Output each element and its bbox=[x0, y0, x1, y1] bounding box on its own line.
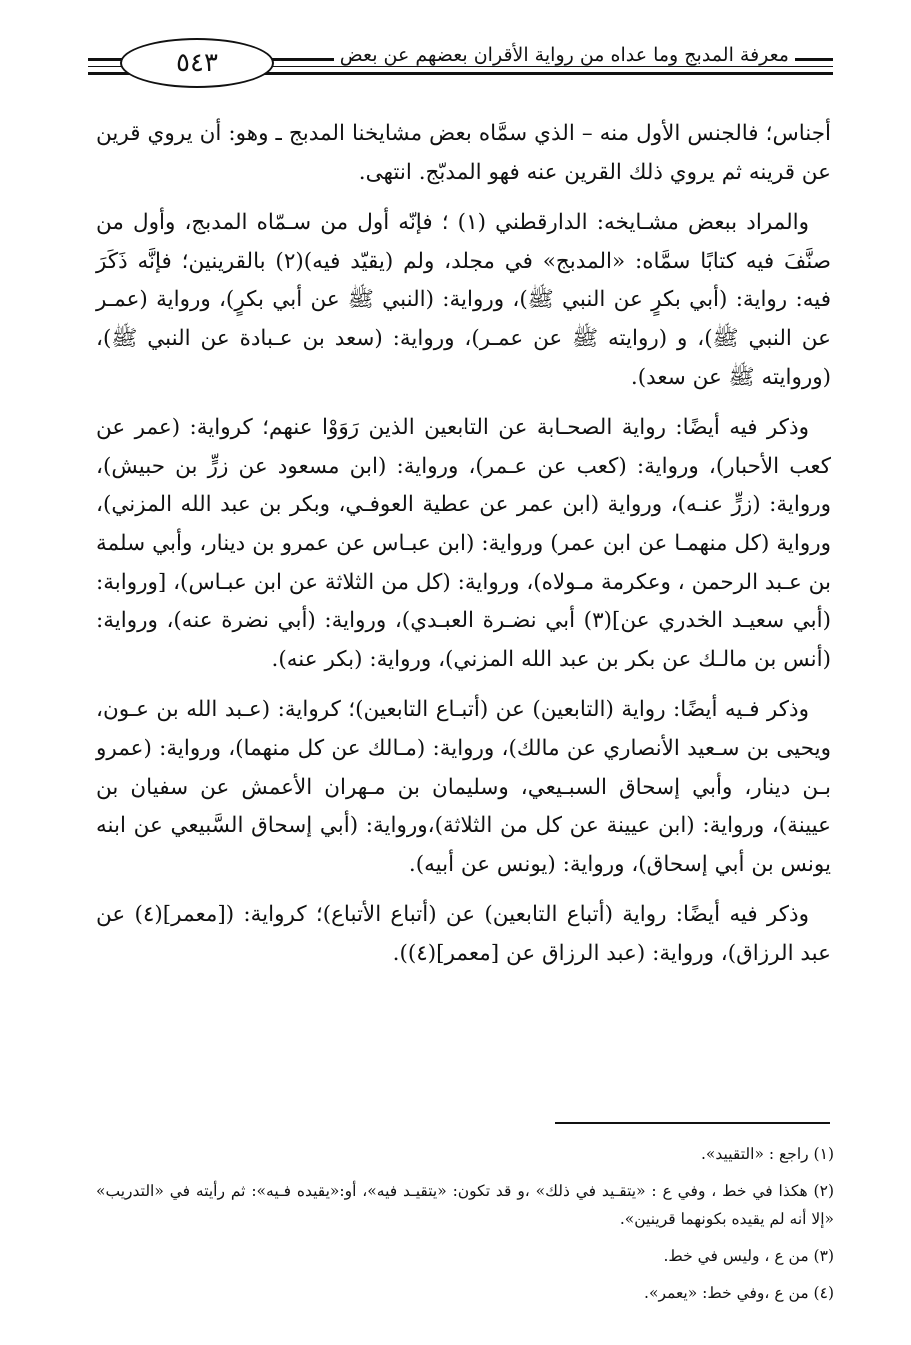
footnote-2: (٢) هكذا في خط ، وفي ع : «يتقـيد في ذلك» ،و قد تكون: «يتقيـد فيه»، أو:«يقيده فـيه»: ثم رأيته في «التدريب» «إلا أنه لم يقيده بكونهما قرينين». bbox=[96, 1182, 834, 1228]
page-number: ٥٤٣ bbox=[176, 48, 218, 78]
paragraph-3: وذكر فيه أيضًا: رواية الصحـابة عن التابعين الذين رَوَوْا عنهم؛ كرواية: (عمر عن كعب الأحبار)، ورواية: (كعب عن عـمر)، ورواية: (ابن مسعود عن زرٍّ بن حبيش)، ورواية: (زرٍّ عنـه)، ورواية (ابن عمر عن عطية العوفـي، وبكر بن عبد الله المزني)، ورواية (كل منهمـا عن ابن عمر) ورواية: (ابن عبـاس عن عمرو بن دينار، وأبي سلمة بن عـبد الرحمن ، وعكرمة مـولاه)، ورواية: (كل من الثلاثة عن ابن عبـاس)، [وروابة: (أبي سعيـد الخدري عن](٣) أبي نضـرة العبـدي)، ورواية: (أبي نضرة عنه)، ورواية: (أنس بن مالـك عن بكر بن عبد الله المزني)، ورواية: (بكر عنه). bbox=[96, 415, 831, 672]
footnote-3: (٣) من ع ، وليس في خط. bbox=[663, 1247, 834, 1265]
paragraph-1: أجناس؛ فالجنس الأول منه – الذي سمَّاه بعض مشايخنا المدبج ـ وهو: أن يروي قرين عن قرينه ثم يروي ذلك القرين عنه فهو المدبّج. انتهى. bbox=[96, 121, 831, 185]
running-header bbox=[88, 32, 833, 96]
page-number-badge bbox=[120, 38, 274, 88]
paragraph-4: وذكر فـيه أيضًا: رواية (التابعين) عن (أتبـاع التابعين)؛ كرواية: (عـبد الله بن عـون، ويحيى بن سـعيد الأنصاري عن مالك)، ورواية: (مـالك عن كل منهما)، ورواية: (عمرو بـن دينار، وأبي إسحاق السبـيعي، وسليمان بن مـهران الأعمش عن سفيان بن عيينة)، ورواية: (ابن عيينة عن كل من الثلاثة)،ورواية: (أبي إسحاق السَّبيعي عن ابنه يونس بن أبي إسحاق)، ورواية: (يونس عن أبيه). bbox=[96, 697, 831, 877]
paragraph-5: وذكر فيه أيضًا: رواية (أتباع التابعين) عن (أتباع الأتباع)؛ كرواية: ([معمر](٤) عن عبد الرزاق)، ورواية: (عبد الرزاق عن [معمر](٤)). bbox=[96, 902, 831, 966]
footnote-1: (١) راجع : «التقييد». bbox=[701, 1145, 834, 1163]
running-title: معرفة المدبج وما عداه من رواية الأقران بعضهم عن بعض bbox=[334, 44, 795, 66]
paragraph-2: والمراد ببعض مشـايخه: الدارقطني (١) ؛ فإنّه أول من سـمّاه المدبج، وأول من صنَّفَ فيه كتابًا سمَّاه: «المدبج» في مجلد، ولم (يقيّد فيه)(٢) بالقرينين؛ فإنَّه ذَكَرَ فيه: رواية: (أبي بكرٍ عن النبي ﷺ)، ورواية: (النبي ﷺ عن أبي بكرٍ)، ورواية (عمـر عن النبي ﷺ)، و (روايته ﷺ عن عمـر)، ورواية: (سعد بن عـبادة عن النبي ﷺ)، (وروايته ﷺ عن سعد). bbox=[96, 210, 831, 390]
main-text bbox=[96, 115, 831, 985]
footnotes bbox=[96, 1140, 834, 1316]
footnote-4: (٤) من ع ،وفي خط: «يعمر». bbox=[644, 1284, 834, 1302]
footnote-separator bbox=[555, 1122, 830, 1124]
